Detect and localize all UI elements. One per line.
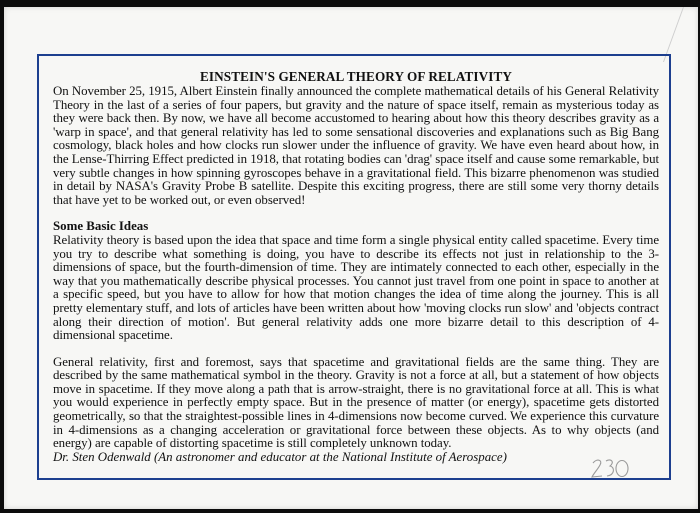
pencil-note-mark [589,456,631,480]
general-relativity-paragraph: General relativity, first and foremost, says that spacetime and gravitational fields are the same thing. They are described by the same mathematical symbol in the theory. Gravity is not a force at all, but a statement of how objects move in spacetime. If they move along a path that is arrow-straight, there is no gravitational force at all. This is what you would experience in perfectly empty space. But in the presence of matter (or energy), spacetime gets distorted geometrically, so that the straightest-possible lines in 4-dimensions now become curved. We experience this curvature in 4-dimensions as a changing acceleration or gravitational force between these objects. As to why objects (and energy) are capable of distorting spacetime is still completely unknown today. [53,354,659,451]
envelope-back [4,7,698,509]
intro-paragraph: On November 25, 1915, Albert Einstein finally announced the complete mathematical details of his General Relativity Theory in the last of a series of four papers, but gravity and the nature of space itself, remain as mysterious today as they were back then. By now, we have all become accustomed to hearing about how this theory describes gravity as a 'warp in space', and that general relativity has led to some sensational discoveries and explanations such as Big Bang cosmology, black holes and how clocks run slower under the influence of gravity. We have even heard about how, in the Lense-Thirring Effect predicted in 1918, that rotating bodies can 'drag' space itself and cause some remarkable, but very subtle changes in how spinning gyroscopes behave in a gravitational field. This bizarre phenomenon was studied in detail by NASA's Gravity Probe B satellite. Despite this exciting progress, there are still some very thorny details that have yet to be worked out, or even observed! [53,84,659,207]
author-signature: Dr. Sten Odenwald (An astronomer and educator at the National Institute of Aerospace) [53,449,507,464]
section-heading: Some Basic Ideas [53,219,149,234]
document-title: EINSTEIN'S GENERAL THEORY OF RELATIVITY [200,69,512,84]
basic-ideas-paragraph: Relativity theory is based upon the idea that space and time form a single physical entity called spacetime. Every time you try to describe what something is doing, you have to describe its effects not just in relationship to the 3-dimensions of space, but the fourth-dimension of time. They are intimately connected to each other, especially in the way that you mathematically describe physical processes. You cannot just travel from one point in space to another at a specific speed, but you have to allow for how that motion changes the idea of time along the journey. This is all pretty elementary stuff, and lots of articles have been written about how 'moving clocks run slow' and 'objects contract along their direction of motion'. But general relativity adds one more bizarre detail to this description of 4-dimensional spacetime. [53,232,659,343]
text-frame [37,54,671,480]
paragraph-spacer [53,343,659,356]
